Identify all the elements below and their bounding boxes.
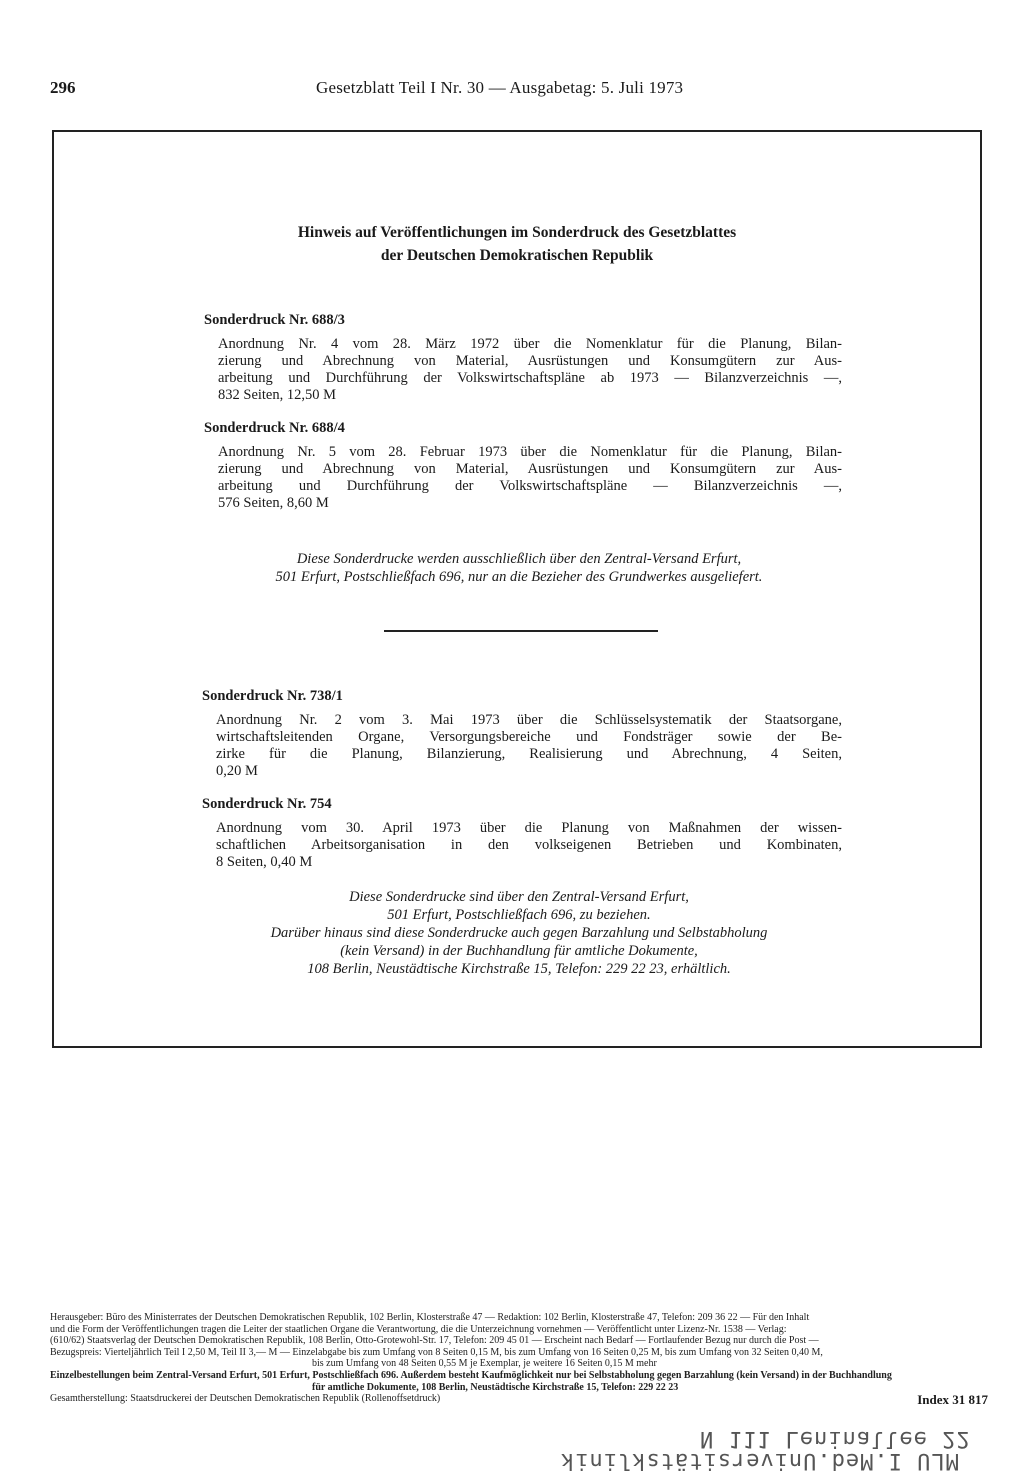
entry-line: arbeitung und Durchführung der Volkswirtschaftspläne — Bilanzverzeichnis —, xyxy=(218,478,842,494)
entry-body-738-1 xyxy=(216,712,842,780)
entry-line: Anordnung Nr. 5 vom 28. Februar 1973 über die Nomenklatur für die Planung, Bilan- xyxy=(218,444,842,460)
entry-body-688-4 xyxy=(218,444,842,512)
entry-line: zierung und Abrechnung von Material, Ausrüstungen und Konsumgütern zur Aus- xyxy=(218,353,842,369)
entry-line: 0,20 M xyxy=(216,763,258,779)
note-line: Darüber hinaus sind diese Sonderdrucke auch gegen Barzahlung und Selbstabholung xyxy=(270,925,768,941)
imprint-line: (610/62) Staatsverlag der Deutschen Demokratischen Republik, 108 Berlin, Otto-Grotewohl-Str. 17, Telefon: 209 45 01 — Erscheint nach Bedarf — Fortlaufender Bezug nur durch die Post — xyxy=(50,1335,819,1347)
entry-line: wirtschaftsleitenden Organe, Versorgungsbereiche und Fondsträger sowie der Be- xyxy=(216,729,842,745)
note-line: 108 Berlin, Neustädtische Kirchstraße 15, Telefon: 229 22 23, erhältlich. xyxy=(307,961,731,977)
section-divider xyxy=(384,630,658,632)
header-title: Gesetzblatt Teil I Nr. 30 — Ausgabetag: 5. Juli 1973 xyxy=(316,78,684,97)
note-line: 501 Erfurt, Postschließfach 696, zu beziehen. xyxy=(387,907,651,923)
entry-head-738-1: Sonderdruck Nr. 738/1 xyxy=(202,688,343,704)
entry-line: 8 Seiten, 0,40 M xyxy=(216,854,313,870)
imprint xyxy=(50,1312,988,1405)
entry-line: schaftlichen Arbeitsorganisation in den volkseigenen Betrieben und Kombinaten, xyxy=(216,837,842,853)
imprint-line: und die Form der Veröffentlichungen tragen die Leiter der staatlichen Organe die Verantwortung, die die Unterzeichnung vornehmen — Veröffentlicht unter Lizenz-Nr. 1538 — Verlag: xyxy=(50,1323,787,1335)
page-number: 296 xyxy=(50,78,76,97)
entry-line: Anordnung Nr. 2 vom 3. Mai 1973 über die Schlüsselsystematik der Staatsorgane, xyxy=(216,712,842,728)
entry-head-688-3: Sonderdruck Nr. 688/3 xyxy=(204,312,345,328)
index-label: Index 31 817 xyxy=(917,1392,988,1407)
entry-line: Anordnung vom 30. April 1973 über die Planung von Maßnahmen der wissen- xyxy=(216,820,842,836)
entry-line: 832 Seiten, 12,50 M xyxy=(218,387,337,403)
note-line: Diese Sonderdrucke werden ausschließlich über den Zentral-Versand Erfurt, xyxy=(296,551,742,567)
notice-frame xyxy=(52,130,982,1048)
stamp-line-1: N 111 Leninallee 22 xyxy=(700,1426,971,1451)
imprint-line: Bezugspreis: Vierteljährlich Teil I 2,50 M, Teil II 3,— M — Einzelabgabe bis zum Umfang von 8 Seiten 0,15 M, bis zum Umfang von 16 Seiten 0,25 M, bis zum Umfang von 32 Seiten 0,40 M, xyxy=(50,1346,823,1358)
imprint-line: für amtliche Dokumente, 108 Berlin, Neustädtische Kirchstraße 15, Telefon: 229 22 23 xyxy=(312,1381,679,1393)
page-header xyxy=(0,78,1024,102)
library-stamp xyxy=(560,1426,990,1474)
entry-line: arbeitung und Durchführung der Volkswirtschaftspläne ab 1973 — Bilanzverzeichnis —, xyxy=(218,370,842,386)
note-line: 501 Erfurt, Postschließfach 696, nur an die Bezieher des Grundwerkes ausgeliefert. xyxy=(275,569,763,585)
distribution-note-2 xyxy=(54,888,984,978)
entry-line: Anordnung Nr. 4 vom 28. März 1972 über die Nomenklatur für die Planung, Bilan- xyxy=(218,336,842,352)
notice-title-line-2: der Deutschen Demokratischen Republik xyxy=(380,247,654,264)
imprint-line: Einzelbestellungen beim Zentral-Versand Erfurt, 501 Erfurt, Postschließfach 696. Außerdem besteht Kaufmöglichkeit nur bei Selbstabholung gegen Barzahlung (kein Versand) in der Buchhandlung xyxy=(50,1369,892,1381)
entry-head-754: Sonderdruck Nr. 754 xyxy=(202,796,332,812)
stamp-line-2: MLU I.Med.Universitätsklinik xyxy=(560,1448,959,1473)
entry-line: zierung und Abrechnung von Material, Ausrüstungen und Konsumgütern zur Aus- xyxy=(218,461,842,477)
entry-line: zirke für die Planung, Bilanzierung, Realisierung und Abrechnung, 4 Seiten, xyxy=(216,746,842,762)
imprint-line: bis zum Umfang von 48 Seiten 0,55 M je Exemplar, je weitere 16 Seiten 0,15 M mehr xyxy=(312,1358,657,1370)
note-line: (kein Versand) in der Buchhandlung für amtliche Dokumente, xyxy=(340,943,698,959)
entry-body-754 xyxy=(216,820,842,871)
distribution-note-1 xyxy=(54,550,984,586)
imprint-line: Herausgeber: Büro des Ministerrates der Deutschen Demokratischen Republik, 102 Berlin, Klosterstraße 47 — Redaktion: 102 Berlin, Klosterstraße 47, Telefon: 209 36 22 — Für den Inhalt xyxy=(50,1312,810,1323)
imprint-line: Gesamtherstellung: Staatsdruckerei der Deutschen Demokratischen Republik (Rollenoffsetdruck) xyxy=(50,1393,441,1405)
entry-line: 576 Seiten, 8,60 M xyxy=(218,495,329,511)
notice-title-line-1: Hinweis auf Veröffentlichungen im Sonderdruck des Gesetzblattes xyxy=(297,224,737,241)
entry-head-688-4: Sonderdruck Nr. 688/4 xyxy=(204,420,345,436)
note-line: Diese Sonderdrucke sind über den Zentral-Versand Erfurt, xyxy=(349,889,689,905)
entry-body-688-3 xyxy=(218,336,842,404)
